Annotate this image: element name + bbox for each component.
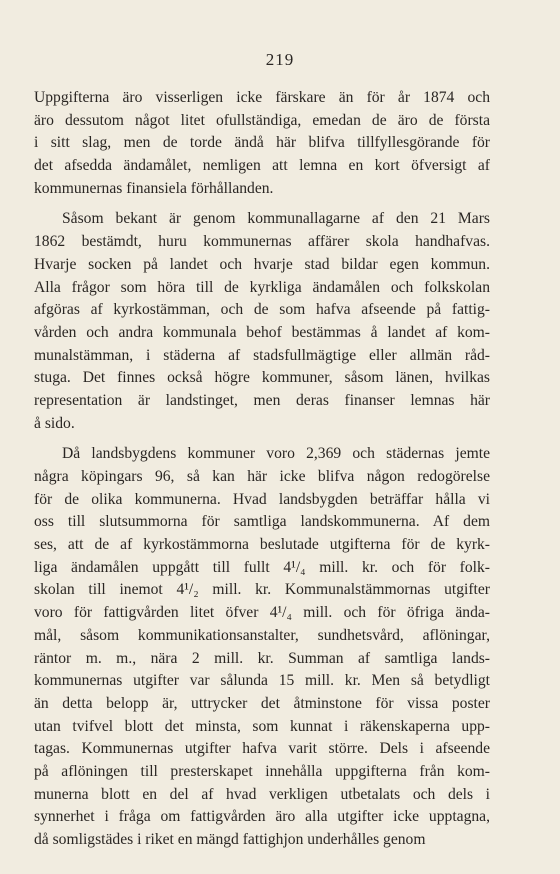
text-line: några köpingars 96, så kan här icke blifva någon redogörelse — [34, 468, 490, 485]
paragraph-gap — [34, 200, 490, 208]
paragraph-gap — [34, 435, 490, 443]
text-line: då somligstädes i riket en mängd fattighjon underhålles genom — [34, 831, 426, 848]
text-line: kommunernas finansiela förhållanden. — [34, 179, 274, 197]
text-line: liga ändamålen uppgått till fullt 4¹/₄ mill. kr. och för folk- — [34, 558, 490, 576]
text-line: i sitt slag, men de torde ändå här blifva tillfyllesgörande för — [34, 134, 490, 152]
text-line: Såsom bekant är genom kommunallagarne af den 21 Mars — [62, 210, 490, 228]
text-line: Då landsbygdens kommuner voro 2,369 och städernas jemte — [62, 445, 490, 463]
text-line: än detta belopp är, uttrycker det åtminstone för vissa poster — [34, 694, 490, 712]
text-line: Uppgifterna äro visserligen icke färskare än för år 1874 och — [34, 89, 490, 106]
text-line: kommunernas utgifter var sålunda 15 mill. kr. Men så betydligt — [34, 672, 490, 690]
text-line: synnerhet i fråga om fattigvården äro alla utgifter icke upptagna, — [34, 808, 490, 826]
paragraph — [34, 443, 490, 851]
text-line: stuga. Det finnes också högre kommuner, såsom länen, hvilkas — [34, 369, 490, 387]
text-line: tagas. Kommunernas utgifter hafva varit större. Dels i afseende — [34, 740, 490, 758]
paragraph — [34, 87, 490, 200]
text-line: vården och andra kommunala behof bestämmas å landet af kom- — [34, 323, 490, 341]
text-line: för de olika kommunerna. Hvad landsbygden beträffar hålla vi — [34, 490, 490, 508]
text-line: ses, att de af kyrkostämmorna beslutade utgifterna för de kyrk- — [34, 536, 490, 554]
text-line: afgöras af kyrkostämman, och de som hafva afseende på fattig- — [34, 301, 490, 319]
text-line: voro för fattigvården litet öfver 4¹/₄ mill. och för öfriga ända- — [34, 604, 490, 622]
text-line: räntor m. m., nära 2 mill. kr. Summan af samtliga lands- — [34, 649, 490, 667]
text-line: Hvarje socken på landet och hvarje stad bildar egen kommun. — [34, 255, 490, 273]
text-line: det afsedda ändamålet, nemligen att lemna en kort öfversigt af — [34, 157, 490, 175]
text-line: representation är landstinget, men deras finanser lemnas här — [34, 391, 490, 409]
text-line: munalstämman, i städerna af stadsfullmägtige eller allmän råd- — [34, 346, 490, 364]
text-line: Alla frågor som höra till de kyrkliga ändamålen och folkskolan — [34, 278, 490, 296]
text-line: mål, såsom kommunikationsanstalter, sundhetsvård, aflöningar, — [34, 626, 490, 644]
text-line: 1862 bestämdt, huru kommunernas affärer skola handhafvas. — [34, 233, 490, 251]
text-line: på aflöningen till presterskapet innehålla uppgifterna från kom- — [34, 762, 490, 780]
text-line: munerna blott en del af hvad verkligen utbetalats och dels i — [34, 785, 490, 803]
text-line: skolan till inemot 4¹/₂ mill. kr. Kommunalstämmornas utgifter — [34, 581, 490, 599]
text-line: äro dessutom något litet ofullständiga, emedan de äro de första — [34, 111, 490, 129]
paragraph — [34, 208, 490, 435]
text-line: oss till slutsummorna för samtliga landskommunerna. Af dem — [34, 513, 490, 531]
page-number: 219 — [265, 50, 295, 69]
body-text — [34, 87, 490, 852]
text-line: å sido. — [34, 414, 75, 432]
text-line: utan tvifvel blott det minsta, som kunnat i räkenskaperna upp- — [34, 717, 490, 735]
